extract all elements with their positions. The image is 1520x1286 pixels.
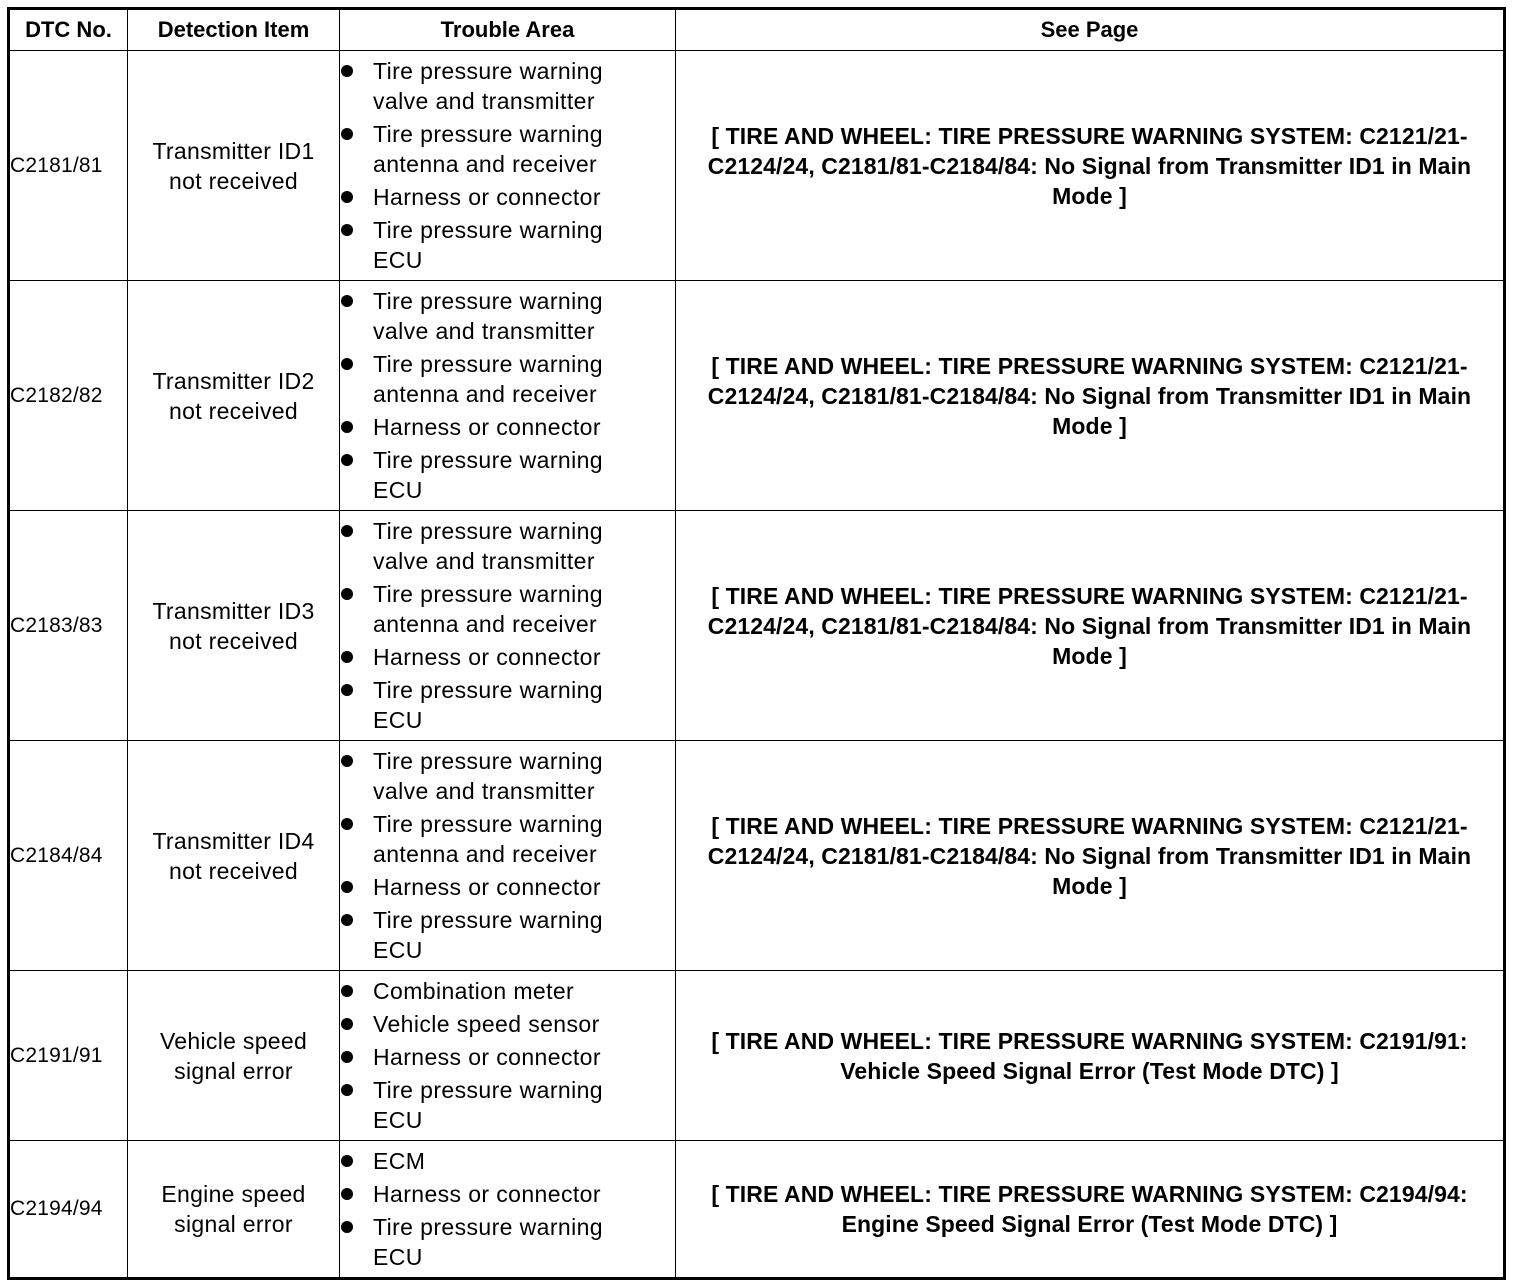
table-row <box>9 281 1505 511</box>
bullet-icon <box>341 588 353 600</box>
bullet-icon <box>341 818 353 830</box>
trouble-area <box>340 741 676 971</box>
see-page-link[interactable]: [ TIRE AND WHEEL: TIRE PRESSURE WARNING SYSTEM: C2121/21-C2124/24, C2181/81-C2184/84: No Signal from Transmitter ID1 in Main Mode ] <box>676 741 1505 971</box>
trouble-area-text: Vehicle speed sensor <box>373 1011 600 1037</box>
dtc-code: C2183/83 <box>9 511 128 741</box>
trouble-area-item <box>340 182 623 212</box>
detection-line: Transmitter ID1 <box>152 137 315 164</box>
see-page-link[interactable]: [ TIRE AND WHEEL: TIRE PRESSURE WARNING SYSTEM: C2121/21-C2124/24, C2181/81-C2184/84: No Signal from Transmitter ID1 in Main Mode ] <box>676 281 1505 511</box>
trouble-area-text: Tire pressure warning valve and transmitter <box>373 58 603 114</box>
bullet-icon <box>341 651 353 663</box>
bullet-icon <box>341 985 353 997</box>
trouble-area-text: Tire pressure warning antenna and receiver <box>373 581 603 637</box>
trouble-area-text: Harness or connector <box>373 1181 601 1207</box>
trouble-area-item <box>340 1075 623 1135</box>
trouble-area-text: Tire pressure warning ECU <box>373 907 603 963</box>
see-page-link[interactable]: [ TIRE AND WHEEL: TIRE PRESSURE WARNING SYSTEM: C2121/21-C2124/24, C2181/81-C2184/84: No Signal from Transmitter ID1 in Main Mode ] <box>676 51 1505 281</box>
trouble-area-item <box>340 516 623 576</box>
detection-item <box>128 281 340 511</box>
trouble-area-item <box>340 1042 623 1072</box>
bullet-icon <box>341 755 353 767</box>
trouble-area-item <box>340 215 623 275</box>
detection-line: not received <box>169 397 298 424</box>
header-see-page: See Page <box>676 9 1505 51</box>
trouble-area-item <box>340 1146 623 1176</box>
trouble-area <box>340 511 676 741</box>
trouble-area-text: Tire pressure warning antenna and receiver <box>373 811 603 867</box>
header-row <box>9 9 1505 51</box>
trouble-area-item <box>340 412 623 442</box>
detection-line: Transmitter ID3 <box>152 597 315 624</box>
header-detection-item: Detection Item <box>128 9 340 51</box>
trouble-area-item <box>340 119 623 179</box>
trouble-area-text: Tire pressure warning ECU <box>373 447 603 503</box>
bullet-icon <box>341 421 353 433</box>
detection-line: signal error <box>174 1057 293 1084</box>
see-page-link[interactable]: [ TIRE AND WHEEL: TIRE PRESSURE WARNING SYSTEM: C2194/94: Engine Speed Signal Error (Test Mode DTC) ] <box>676 1141 1505 1279</box>
bullet-icon <box>341 881 353 893</box>
trouble-area <box>340 971 676 1141</box>
table-row <box>9 1141 1505 1279</box>
trouble-area-text: Tire pressure warning antenna and receiver <box>373 121 603 177</box>
trouble-area-text: Harness or connector <box>373 184 601 210</box>
bullet-icon <box>341 914 353 926</box>
trouble-area-item <box>340 905 623 965</box>
header-dtc-no: DTC No. <box>9 9 128 51</box>
trouble-area-item <box>340 1179 623 1209</box>
trouble-area <box>340 281 676 511</box>
detection-line: signal error <box>174 1211 293 1237</box>
bullet-icon <box>341 525 353 537</box>
trouble-area-item <box>340 642 623 672</box>
trouble-area-text: Harness or connector <box>373 414 601 440</box>
detection-item <box>128 511 340 741</box>
trouble-area-text: Tire pressure warning antenna and receiver <box>373 351 603 407</box>
bullet-icon <box>341 224 353 236</box>
table-row <box>9 511 1505 741</box>
bullet-icon <box>341 1018 353 1030</box>
bullet-icon <box>341 1155 353 1167</box>
trouble-area-item <box>340 872 623 902</box>
see-page-link[interactable]: [ TIRE AND WHEEL: TIRE PRESSURE WARNING SYSTEM: C2191/91: Vehicle Speed Signal Error (Test Mode DTC) ] <box>676 971 1505 1141</box>
bullet-icon <box>341 191 353 203</box>
trouble-area-text: Tire pressure warning ECU <box>373 217 603 273</box>
detection-item <box>128 1141 340 1279</box>
detection-line: Transmitter ID4 <box>152 827 315 854</box>
bullet-icon <box>341 1221 353 1233</box>
table-row <box>9 51 1505 281</box>
trouble-area-item <box>340 286 623 346</box>
trouble-area <box>340 1141 676 1279</box>
dtc-code: C2191/91 <box>9 971 128 1141</box>
trouble-area-text: ECM <box>373 1148 426 1174</box>
dtc-code: C2182/82 <box>9 281 128 511</box>
trouble-area-item <box>340 675 623 735</box>
trouble-area-item <box>340 1009 623 1039</box>
detection-line: not received <box>169 167 298 194</box>
dtc-code: C2184/84 <box>9 741 128 971</box>
detection-item <box>128 51 340 281</box>
detection-line: Engine speed <box>161 1181 306 1207</box>
trouble-area-text: Harness or connector <box>373 874 601 900</box>
trouble-area-item <box>340 445 623 505</box>
dtc-code: C2181/81 <box>9 51 128 281</box>
bullet-icon <box>341 128 353 140</box>
trouble-area-text: Tire pressure warning valve and transmitter <box>373 288 603 344</box>
detection-line: Transmitter ID2 <box>152 367 315 394</box>
detection-line: not received <box>169 857 298 884</box>
trouble-area-text: Tire pressure warning valve and transmitter <box>373 748 603 804</box>
dtc-code: C2194/94 <box>9 1141 128 1279</box>
trouble-area-item <box>340 349 623 409</box>
detection-line: not received <box>169 627 298 654</box>
detection-line: Vehicle speed <box>159 1027 308 1054</box>
bullet-icon <box>341 1051 353 1063</box>
trouble-area-text: Tire pressure warning ECU <box>373 1214 603 1270</box>
header-trouble-area: Trouble Area <box>340 9 676 51</box>
trouble-area-text: Harness or connector <box>373 1044 601 1070</box>
trouble-area-item <box>340 976 623 1006</box>
trouble-area-text: Tire pressure warning ECU <box>373 1077 603 1133</box>
bullet-icon <box>341 295 353 307</box>
see-page-link[interactable]: [ TIRE AND WHEEL: TIRE PRESSURE WARNING SYSTEM: C2121/21-C2124/24, C2181/81-C2184/84: No Signal from Transmitter ID1 in Main Mode ] <box>676 511 1505 741</box>
trouble-area-item <box>340 579 623 639</box>
bullet-icon <box>341 1188 353 1200</box>
trouble-area-item <box>340 1212 623 1272</box>
trouble-area-text: Combination meter <box>373 978 575 1004</box>
trouble-area-item <box>340 746 623 806</box>
bullet-icon <box>341 358 353 370</box>
table-row <box>9 971 1505 1141</box>
detection-item <box>128 741 340 971</box>
trouble-area-item <box>340 56 623 116</box>
bullet-icon <box>341 65 353 77</box>
table-row <box>9 741 1505 971</box>
bullet-icon <box>341 1084 353 1096</box>
detection-item <box>128 971 340 1141</box>
bullet-icon <box>341 684 353 696</box>
trouble-area-item <box>340 809 623 869</box>
trouble-area-text: Harness or connector <box>373 644 601 670</box>
trouble-area <box>340 51 676 281</box>
trouble-area-text: Tire pressure warning ECU <box>373 677 603 733</box>
trouble-area-text: Tire pressure warning valve and transmitter <box>373 518 603 574</box>
bullet-icon <box>341 454 353 466</box>
dtc-table <box>7 7 1506 1280</box>
